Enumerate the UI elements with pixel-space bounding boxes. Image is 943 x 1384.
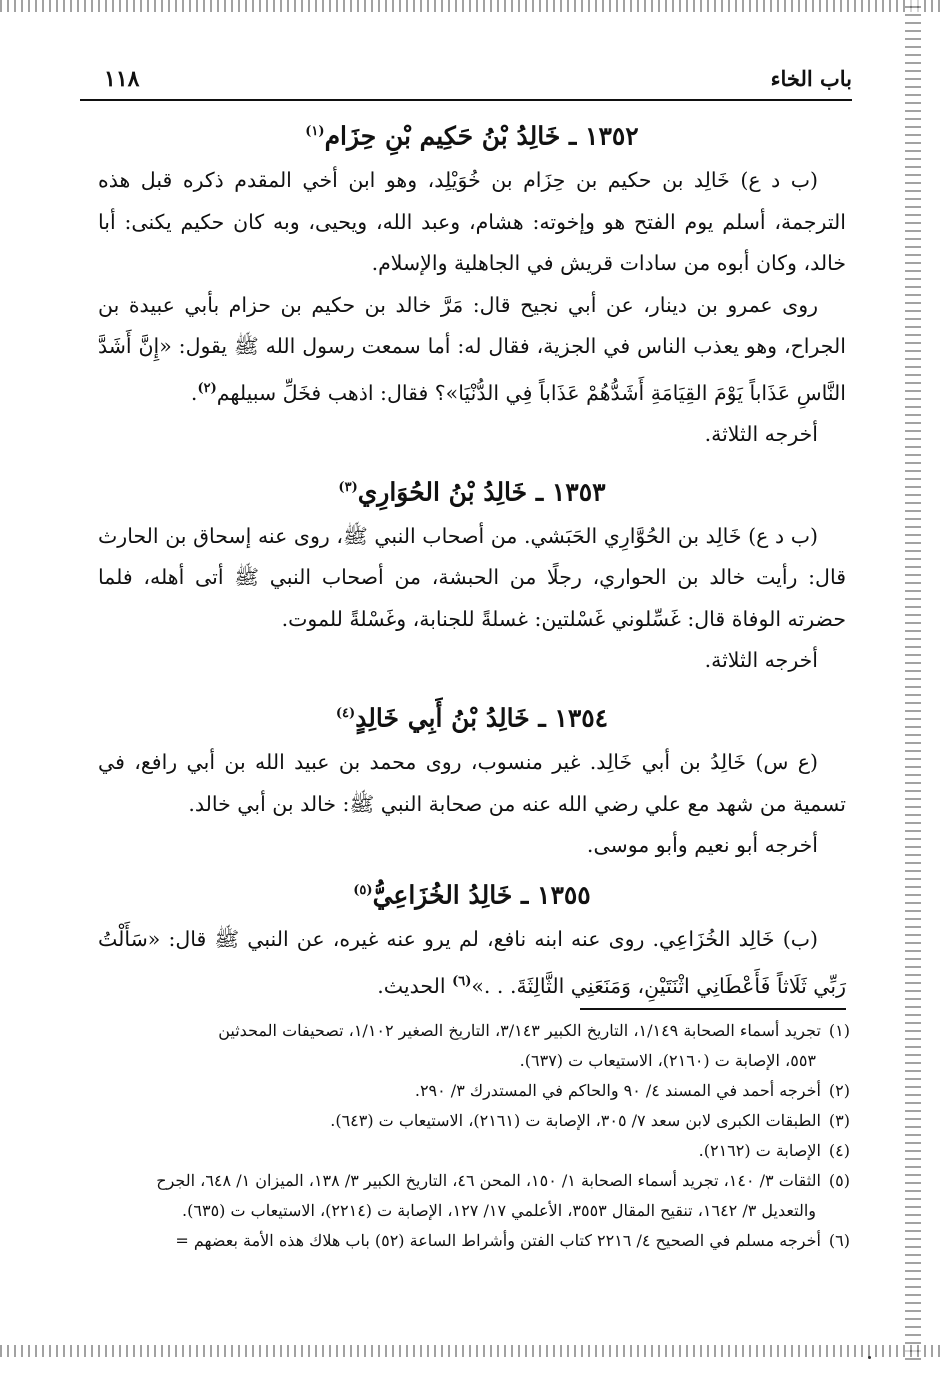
entry-paragraph: روى عمرو بن دينار، عن أبي نجيح قال: مَرَّ خالد بن حكيم بن حزام بأبي عبيدة بن الجراح، وهو يعذب الناس في الجزية، فقال له: أما سمعت رسول الله ﷺ يقول: «إِنَّ أَشَدَّ النَّاسِ عَذَاباً يَوْمَ القِيَامَةِ أَشَدُّهُمْ عَذَاباً فِي الدُّنْيَا»؟ فقال: اذهب فخَلِّ سبيلهم$^{(٢)}$.	[98, 292, 846, 405]
footnotes	[98, 1016, 850, 1256]
footnote: (٦)أخرجه مسلم في الصحيح ٤/ ٢٢١٦ كتاب الفتن وأشراط الساعة (٥٢) باب هلاك هذه الأمة بعضهم =	[175, 1231, 850, 1250]
decorative-border-bottom	[0, 1345, 943, 1357]
decorative-border-top	[0, 0, 943, 12]
footnote-separator	[580, 1008, 846, 1010]
entry-paragraph: (ب) خَالِد الخُزَاعِي. روى عنه ابنه نافع، لم يرو عنه غيره، عن النبي ﷺ قال: «سَأَلْتُ رَبِّي ثَلَاثاً فَأَعْطَانِي اثْنَتَيْنِ، وَمَنَعَنِي الثَّالِثَةَ. . .»$^{(٦)}$ الحديث.	[98, 927, 846, 998]
footnote-ref: (٥)	[353, 882, 373, 898]
footnote: (٤)الإصابة ت (٢١٦٢).	[698, 1141, 850, 1160]
entry-paragraph: (ب د ع) خَالِد بن حكيم بن حِزَام بن خُوَيْلِد، وهو ابن أخي المقدم ذكره قبل هذه الترجمة، أسلم يوم الفتح هو وإخوته: هشام، وعبد الله، ويحيى، وبه كان حكيم يكنى: أبا خالد، وكان أبوه من سادات قريش في الجاهلية والإسلام.	[98, 168, 846, 276]
entry-title: ١٣٥٣ ـ خَالِدُ بْنُ الحُوَارِي$^{(٣)}$	[338, 476, 606, 506]
footnote-ref: (٦)	[452, 973, 472, 989]
footnote-ref: (١)	[305, 124, 325, 139]
entry-source: أخرجه الثلاثة.	[704, 648, 818, 673]
footnote: (٣)الطبقات الكبرى لابن سعد ٧/ ٣٠٥، الإصابة ت (٢١٦١)، الاستيعاب ت (٦٤٣).	[330, 1111, 850, 1130]
page-number: ١١٨	[104, 66, 140, 92]
footnote: (٢)أخرجه أحمد في المسند ٤/ ٩٠ والحاكم في المستدرك ٣/ ٢٩٠.	[414, 1081, 850, 1100]
entry-title: ١٣٥٤ ـ خَالِدُ بْنُ أَبِي خَالِدٍ$^{(٤)}$	[335, 703, 609, 733]
footnote-ref: (٢)	[197, 380, 217, 396]
footnote-ref: (٣)	[338, 479, 358, 495]
header-rule	[80, 99, 852, 101]
footnote-ref: (٤)	[335, 705, 356, 721]
entry-title: ١٣٥٢ ـ خَالِدُ بْنُ حَكِيم بْنِ حِزَام$^{(١)}$	[305, 121, 639, 151]
chapter-title: باب الخاء	[770, 66, 852, 91]
entry-title: ١٣٥٥ ـ خَالِدُ الخُزَاعِيُّ$^{(٥)}$	[353, 880, 591, 910]
entry-1353	[98, 464, 846, 682]
entry-1355	[98, 867, 846, 1007]
scan-speck	[868, 1356, 871, 1359]
entry-source: أخرجه أبو نعيم وأبو موسى.	[586, 833, 818, 858]
entry-1354	[98, 690, 846, 867]
entry-paragraph: (ب د ع) خَالِد بن الحُوَّارِي الحَبَشي. من أصحاب النبي ﷺ، روى عنه إسحاق بن الحارث قال: رأيت خالد بن الحواري، رجلًا من الحبشة، من أصحاب النبي ﷺ أتى أهله، فلما حضرته الوفاة قال: غَسِّلوني غَسْلتين: غسلةً للجنابة، وغَسْلةً للموت.	[98, 523, 846, 631]
footnote: (٥)الثقات ٣/ ١٤٠، تجريد أسماء الصحابة ١/ ١٥٠، المحن ٤٦، التاريخ الكبير ٣/ ١٣٨، الميزان ١/ ٦٤٨، الجرح والتعديل ٣/ ١٦٤٢، تنقيح المقال ٣٥٥٣، الأعلمي ١٧/ ١٢٧، الإصابة ت (٢٢١٤)، الاستيعاب ت (٦٣٥).	[156, 1171, 850, 1220]
main-text	[98, 108, 846, 1007]
footnote: (١)تجريد أسماء الصحابة ١/١٤٩، التاريخ الكبير ٣/١٤٣، التاريخ الصغير ١/١٠٢، تصحيفات المحدثين ٥٥٣، الإصابة ت (٢١٦٠)، الاستيعاب ت (٦٣٧).	[218, 1021, 850, 1070]
decorative-border-right	[905, 0, 921, 1360]
entry-source: أخرجه الثلاثة.	[704, 422, 818, 447]
page-header	[80, 64, 852, 96]
entry-1352	[98, 108, 846, 456]
entry-paragraph: (ع س) خَالِدُ بن أبي خَالِد. غير منسوب، روى محمد بن عبيد الله بن أبي رافع، في تسمية من شهد مع علي رضي الله عنه من صحابة النبي ﷺ: خالد بن أبي خالد.	[98, 750, 846, 816]
